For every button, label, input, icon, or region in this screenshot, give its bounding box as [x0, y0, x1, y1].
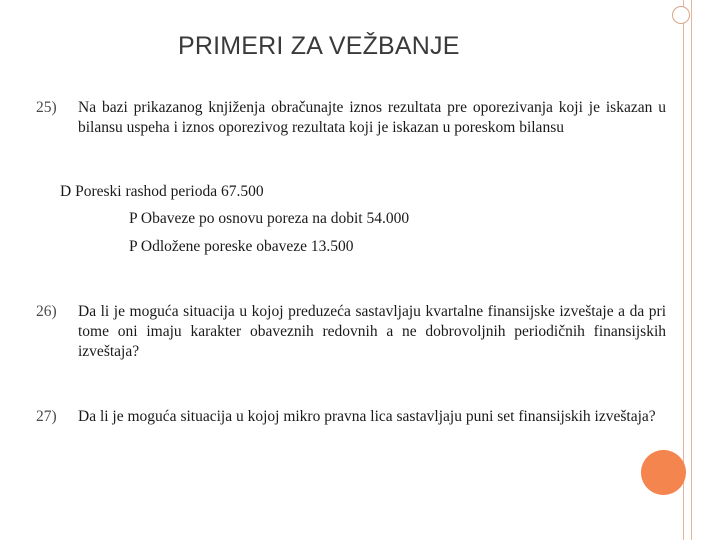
decorative-circle-icon [641, 450, 686, 495]
booking-credit-line: P Odložene poreske obaveze 13.500 [129, 238, 354, 255]
decorative-line [683, 0, 684, 540]
exercise-item-27 [36, 407, 666, 427]
exercise-text: Da li je moguća situacija u kojoj preduzeća sastavljaju kvartalne finansijske izveštaje a da pri tome oni imaju karakter obaveznih redovnih a ne dobrovoljnih periodičnih finansijskih izveštaja? [78, 303, 666, 360]
exercise-item-25 [36, 98, 666, 138]
exercise-text: Na bazi prikazanog knjiženja obračunajte iznos rezultata pre oporezivanja koji je iskazan u bilansu uspeha i iznos oporezivog rezultata koji je iskazan u poreskom bilansu [78, 99, 666, 136]
decorative-ring-icon [672, 6, 690, 24]
booking-debit-line: D Poreski rashod perioda 67.500 [60, 183, 264, 200]
exercise-number: 27) [36, 408, 57, 425]
booking-credit-line: P Obaveze po osnovu poreza na dobit 54.000 [129, 210, 410, 227]
exercise-text: Da li je moguća situacija u kojoj mikro pravna lica sastavljaju puni set finansijskih izveštaja? [78, 408, 656, 425]
exercise-number: 26) [36, 303, 57, 320]
slide-title: PRIMERI ZA VEŽBANJE [178, 32, 460, 60]
exercise-item-26 [36, 302, 666, 362]
decorative-line [691, 0, 692, 540]
exercise-number: 25) [36, 99, 57, 116]
